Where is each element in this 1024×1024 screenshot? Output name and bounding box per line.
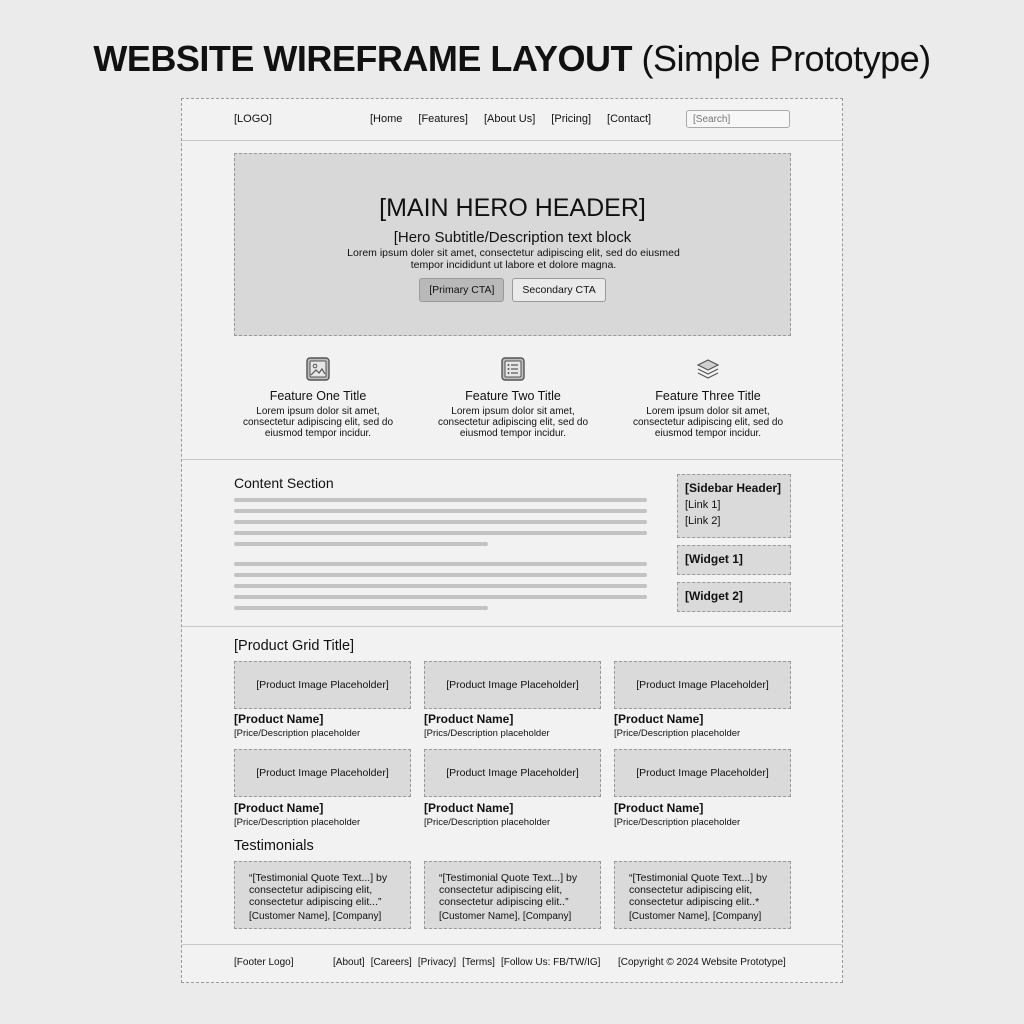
product-image-placeholder[interactable]: [Product Image Placeholder] — [234, 749, 411, 797]
text-line-placeholder — [234, 498, 647, 502]
hero-subtitle: [Hero Subtitle/Description text block — [393, 229, 632, 246]
hero-buttons — [235, 278, 790, 302]
widget-1-label: [Widget 1] — [685, 552, 743, 566]
search-input[interactable] — [686, 110, 790, 128]
page-title — [0, 38, 1024, 80]
footer-links — [333, 957, 600, 968]
primary-cta-button[interactable]: [Primary CTA] — [419, 278, 504, 302]
footer-link-careers[interactable]: [Careers] — [370, 957, 412, 968]
product-image-placeholder[interactable]: [Product Image Placeholder] — [614, 749, 791, 797]
nav-divider — [182, 140, 842, 141]
feature-one — [233, 357, 403, 439]
feature-two-body: Lorem ipsum dolor sit amet, consectetur adipiscing elit, sed do eiusmod tempor incidur. — [437, 406, 589, 439]
feature-one-body: Lorem ipsum dolor sit amet, consectetur adipiscing elit, sed do eiusmod tempor incidur. — [242, 406, 394, 439]
sidebar-header: [Sidebar Header] — [685, 481, 782, 495]
testimonial-author: [Customer Name], [Company] — [629, 911, 762, 922]
nav-link-home[interactable]: [Home — [370, 113, 403, 125]
product-name[interactable]: [Product Name] — [424, 712, 514, 726]
secondary-cta-button[interactable]: Secondary CTA — [512, 278, 605, 302]
text-line-placeholder — [234, 531, 647, 535]
hero-section — [234, 153, 791, 336]
product-grid-title: [Product Grid Title] — [234, 638, 355, 654]
nav-link-about[interactable]: [About Us] — [483, 113, 536, 125]
product-description: [Price/Description placeholder — [234, 817, 361, 828]
testimonial-quote: “[Testimonial Quote Text...] by consectetur adipiscing elit, consectetur adipiscing elit..* — [629, 872, 768, 908]
hero-body: Lorem ipsum doler sit amet, consectetur adipiscing elit, sed do eiusmed tempor incididunt ut labore et dolore magna. — [347, 247, 680, 271]
nav-link-contact[interactable]: [Contact] — [607, 113, 652, 125]
widget-1 — [677, 545, 791, 575]
feature-two — [428, 357, 598, 439]
product-description: [Price/Description placeholder — [614, 817, 741, 828]
testimonial-author: [Customer Name], [Company] — [249, 911, 382, 922]
product-name[interactable]: [Product Name] — [234, 801, 324, 815]
text-line-placeholder — [234, 584, 647, 588]
text-line-placeholder — [234, 595, 647, 599]
testimonial-card — [234, 861, 411, 929]
nav-links — [370, 113, 651, 125]
hero-title: [MAIN HERO HEADER] — [379, 194, 646, 222]
product-name[interactable]: [Product Name] — [614, 712, 704, 726]
testimonial-card — [424, 861, 601, 929]
widget-2 — [677, 582, 791, 612]
list-icon — [501, 357, 525, 381]
testimonial-quote: “[Testimonial Quote Text...] by consectetur adipiscing elit, consectetur adipiscing elit..” — [439, 872, 578, 908]
text-line-placeholder — [234, 509, 647, 513]
product-image-placeholder[interactable]: [Product Image Placeholder] — [234, 661, 411, 709]
feature-three-title: Feature Three Title — [655, 389, 761, 403]
footer-link-terms[interactable]: [Terms] — [462, 957, 495, 968]
footer-link-privacy[interactable]: [Privacy] — [417, 957, 457, 968]
product-description: [Prics/Description placeholder — [424, 728, 550, 739]
product-description: [Price/Description placeholder — [614, 728, 741, 739]
feature-one-title: Feature One Title — [269, 389, 367, 403]
widget-2-label: [Widget 2] — [685, 589, 743, 603]
feature-three-body: Lorem ipsum dolor sit amet, consectetur adipiscing elit, sed do eiusmod tempor incidur. — [632, 406, 784, 439]
text-line-placeholder — [234, 573, 647, 577]
sidebar-link-2[interactable]: [Link 2] — [685, 515, 721, 527]
product-image-placeholder[interactable]: [Product Image Placeholder] — [424, 661, 601, 709]
feature-two-title: Feature Two Title — [465, 389, 561, 403]
testimonial-card — [614, 861, 791, 929]
testimonial-author: [Customer Name], [Company] — [439, 911, 572, 922]
product-description: [Price/Description placeholder — [424, 817, 551, 828]
nav-link-features[interactable]: [Features] — [418, 113, 468, 125]
product-image-placeholder[interactable]: [Product Image Placeholder] — [614, 661, 791, 709]
product-description: [Price/Description placeholder — [234, 728, 361, 739]
content-section-title: Content Section — [234, 475, 334, 491]
page-title-bold: WEBSITE WIREFRAME LAYOUT — [93, 38, 633, 79]
image-icon — [306, 357, 330, 381]
footer-link-about[interactable]: [About] — [333, 957, 365, 968]
text-line-placeholder — [234, 606, 488, 610]
content-divider — [182, 626, 842, 627]
testimonials-title: Testimonials — [234, 838, 314, 854]
text-line-placeholder — [234, 562, 647, 566]
layers-icon — [696, 357, 720, 381]
feature-three — [623, 357, 793, 439]
wireframe-frame — [181, 98, 843, 983]
page-title-subtitle: (Simple Prototype) — [641, 38, 931, 79]
sidebar-box — [677, 474, 791, 538]
footer-divider — [182, 944, 842, 945]
footer-link-social[interactable]: [Follow Us: FB/TW/IG] — [500, 957, 601, 968]
features-divider — [182, 459, 842, 460]
footer-copyright: [Copyright © 2024 Website Prototype] — [618, 957, 786, 968]
text-line-placeholder — [234, 520, 647, 524]
product-name[interactable]: [Product Name] — [234, 712, 324, 726]
product-name[interactable]: [Product Name] — [614, 801, 704, 815]
testimonial-quote: “[Testimonial Quote Text...] by consectetur adipiscing elit, consectetur adipiscing elit...” — [249, 872, 388, 908]
product-name[interactable]: [Product Name] — [424, 801, 514, 815]
footer-logo[interactable]: [Footer Logo] — [234, 957, 294, 968]
product-image-placeholder[interactable]: [Product Image Placeholder] — [424, 749, 601, 797]
nav-link-pricing[interactable]: [Pricing] — [551, 113, 592, 125]
nav-logo[interactable]: [LOGO] — [234, 113, 272, 125]
text-line-placeholder — [234, 542, 488, 546]
sidebar-link-1[interactable]: [Link 1] — [685, 499, 721, 511]
